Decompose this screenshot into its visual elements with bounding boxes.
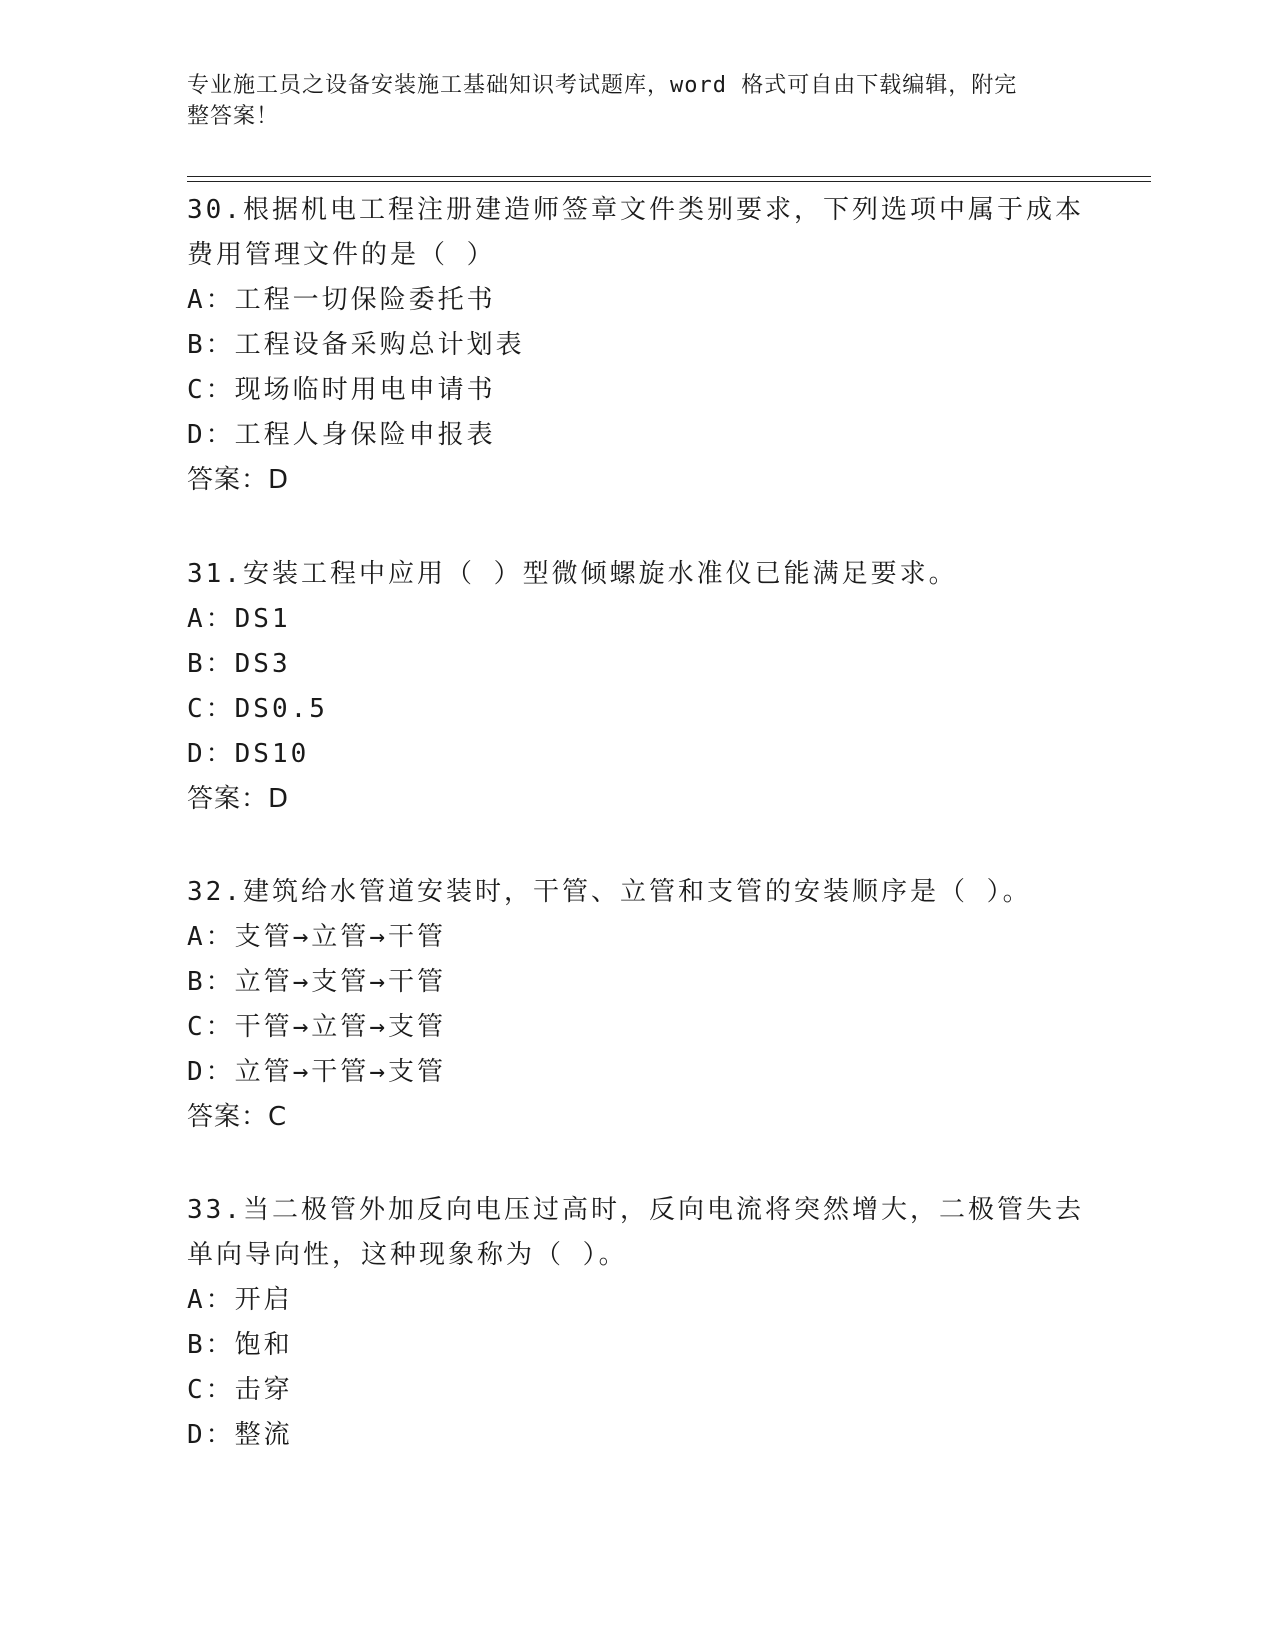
option-a: A：DS1 bbox=[187, 604, 291, 634]
question-stem: 30.根据机电工程注册建造师签章文件类别要求，下列选项中属于成本 bbox=[187, 195, 1084, 225]
option-d: D：整流 bbox=[187, 1420, 293, 1450]
answer: 答案：D bbox=[187, 784, 290, 814]
question-31 bbox=[187, 552, 1087, 822]
header-line-1: 专业施工员之设备安装施工基础知识考试题库，word 格式可自由下载编辑，附完 bbox=[187, 73, 1018, 98]
question-stem: 31.安装工程中应用（ ）型微倾螺旋水准仪已能满足要求。 bbox=[187, 559, 958, 589]
header-divider-bottom bbox=[187, 181, 1151, 182]
option-a: A：支管→立管→干管 bbox=[187, 922, 446, 952]
option-d: D：DS10 bbox=[187, 739, 310, 769]
option-b: B：立管→支管→干管 bbox=[187, 967, 446, 997]
header-divider-top bbox=[187, 176, 1151, 177]
question-stem-continued: 费用管理文件的是（ ） bbox=[187, 240, 496, 270]
option-c: C：击穿 bbox=[187, 1375, 293, 1405]
question-stem: 33.当二极管外加反向电压过高时，反向电流将突然增大，二极管失去 bbox=[187, 1195, 1084, 1225]
option-b: B：饱和 bbox=[187, 1330, 293, 1360]
question-32 bbox=[187, 870, 1087, 1140]
option-c: C：干管→立管→支管 bbox=[187, 1012, 446, 1042]
option-d: D：立管→干管→支管 bbox=[187, 1057, 446, 1087]
option-a: A：工程一切保险委托书 bbox=[187, 285, 496, 315]
option-c: C：DS0.5 bbox=[187, 694, 328, 724]
option-d: D：工程人身保险申报表 bbox=[187, 420, 496, 450]
question-33 bbox=[187, 1188, 1087, 1458]
header-line-2: 整答案！ bbox=[187, 104, 280, 129]
document-header bbox=[187, 70, 1067, 132]
option-a: A：开启 bbox=[187, 1285, 293, 1315]
option-b: B：DS3 bbox=[187, 649, 291, 679]
answer: 答案：C bbox=[187, 1102, 288, 1132]
answer: 答案：D bbox=[187, 465, 290, 495]
option-c: C：现场临时用电申请书 bbox=[187, 375, 496, 405]
option-b: B：工程设备采购总计划表 bbox=[187, 330, 525, 360]
question-stem: 32.建筑给水管道安装时，干管、立管和支管的安装顺序是（ ）。 bbox=[187, 877, 1032, 907]
question-stem-continued: 单向导向性，这种现象称为（ ）。 bbox=[187, 1240, 628, 1270]
question-30 bbox=[187, 188, 1087, 503]
